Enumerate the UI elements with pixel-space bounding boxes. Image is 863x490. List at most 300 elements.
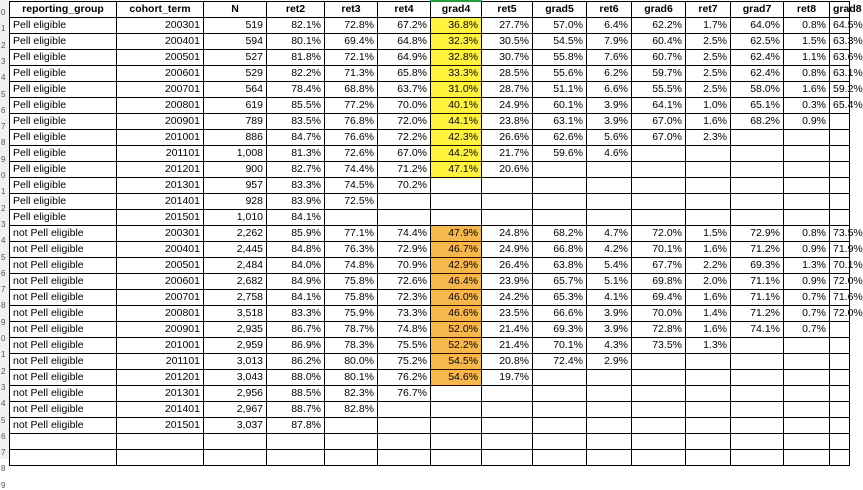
cell-grad8[interactable]	[830, 450, 850, 466]
cell-ret5[interactable]	[482, 194, 533, 210]
cell-cohort-term[interactable]: 200601	[117, 66, 204, 82]
cell-ret8[interactable]: 0.9%	[784, 114, 830, 130]
cell-grad7[interactable]	[731, 194, 784, 210]
cell-ret5[interactable]: 19.7%	[482, 370, 533, 386]
cell-ret7[interactable]	[686, 450, 731, 466]
cell-reporting-group[interactable]: Pell eligible	[10, 50, 117, 66]
cell-grad5[interactable]	[533, 434, 587, 450]
cell-cohort-term[interactable]: 200801	[117, 98, 204, 114]
cell-grad4[interactable]: 47.9%	[431, 226, 482, 242]
cell-N[interactable]: 886	[204, 130, 267, 146]
cell-grad6[interactable]: 72.8%	[632, 322, 686, 338]
cell-grad4[interactable]: 46.4%	[431, 274, 482, 290]
cell-ret3[interactable]	[325, 418, 378, 434]
cell-grad5[interactable]	[533, 402, 587, 418]
cell-reporting-group[interactable]: not Pell eligible	[10, 322, 117, 338]
cell-grad5[interactable]: 72.4%	[533, 354, 587, 370]
column-header-grad8[interactable]: grad8	[830, 1, 850, 18]
cell-ret4[interactable]: 75.5%	[378, 338, 431, 354]
cell-ret4[interactable]: 65.8%	[378, 66, 431, 82]
cell-ret2[interactable]: 80.1%	[267, 34, 325, 50]
cell-reporting-group[interactable]: not Pell eligible	[10, 402, 117, 418]
cell-grad6[interactable]	[632, 162, 686, 178]
cell-grad8[interactable]	[830, 146, 850, 162]
cell-ret7[interactable]: 2.5%	[686, 82, 731, 98]
cell-grad4[interactable]: 33.3%	[431, 66, 482, 82]
cell-reporting-group[interactable]: Pell eligible	[10, 82, 117, 98]
cell-ret5[interactable]: 27.7%	[482, 18, 533, 34]
cell-ret6[interactable]	[587, 194, 632, 210]
cell-reporting-group[interactable]	[10, 450, 117, 466]
cell-N[interactable]: 3,013	[204, 354, 267, 370]
cell-grad4[interactable]: 54.5%	[431, 354, 482, 370]
column-header-grad4[interactable]: grad4	[431, 1, 482, 18]
cell-N[interactable]: 1,010	[204, 210, 267, 226]
cell-ret6[interactable]: 7.9%	[587, 34, 632, 50]
cell-ret2[interactable]: 86.9%	[267, 338, 325, 354]
cell-ret6[interactable]	[587, 162, 632, 178]
cell-grad4[interactable]	[431, 210, 482, 226]
cell-grad5[interactable]: 69.3%	[533, 322, 587, 338]
cell-ret5[interactable]: 26.6%	[482, 130, 533, 146]
cell-ret8[interactable]: 0.8%	[784, 226, 830, 242]
cell-N[interactable]: 3,518	[204, 306, 267, 322]
cell-ret3[interactable]: 74.8%	[325, 258, 378, 274]
cell-cohort-term[interactable]: 201101	[117, 354, 204, 370]
row-number[interactable]: 3	[1, 56, 6, 66]
cell-N[interactable]: 1,008	[204, 146, 267, 162]
cell-N[interactable]: 2,262	[204, 226, 267, 242]
cell-grad6[interactable]: 69.4%	[632, 290, 686, 306]
row-number[interactable]: 8	[1, 138, 6, 148]
column-header-ret7[interactable]: ret7	[686, 1, 731, 18]
cell-grad5[interactable]	[533, 178, 587, 194]
cell-ret8[interactable]	[784, 434, 830, 450]
row-number[interactable]: 5	[1, 252, 6, 262]
cell-ret8[interactable]: 0.8%	[784, 18, 830, 34]
cell-grad7[interactable]: 62.5%	[731, 34, 784, 50]
cell-ret7[interactable]: 1.6%	[686, 290, 731, 306]
cell-grad5[interactable]	[533, 370, 587, 386]
cell-ret3[interactable]: 68.8%	[325, 82, 378, 98]
cell-ret5[interactable]: 23.5%	[482, 306, 533, 322]
cell-cohort-term[interactable]: 200501	[117, 50, 204, 66]
cell-grad5[interactable]	[533, 194, 587, 210]
cell-grad6[interactable]	[632, 450, 686, 466]
cell-ret8[interactable]	[784, 418, 830, 434]
row-number[interactable]: 1	[1, 350, 6, 360]
cell-grad8[interactable]	[830, 402, 850, 418]
cell-ret2[interactable]: 85.5%	[267, 98, 325, 114]
cell-grad8[interactable]	[830, 194, 850, 210]
cell-ret8[interactable]: 0.3%	[784, 98, 830, 114]
cell-ret2[interactable]: 86.7%	[267, 322, 325, 338]
cell-ret4[interactable]: 70.0%	[378, 98, 431, 114]
cell-ret4[interactable]: 74.8%	[378, 322, 431, 338]
column-header-reporting-group[interactable]: reporting_group	[10, 1, 117, 18]
cell-ret3[interactable]	[325, 450, 378, 466]
cell-ret2[interactable]: 82.1%	[267, 18, 325, 34]
cell-cohort-term[interactable]: 200801	[117, 306, 204, 322]
cell-ret6[interactable]	[587, 450, 632, 466]
cell-reporting-group[interactable]: not Pell eligible	[10, 354, 117, 370]
cell-ret2[interactable]: 87.8%	[267, 418, 325, 434]
row-number[interactable]: 1	[1, 187, 6, 197]
cell-cohort-term[interactable]: 201001	[117, 338, 204, 354]
cell-ret7[interactable]	[686, 418, 731, 434]
cell-N[interactable]: 594	[204, 34, 267, 50]
cell-N[interactable]: 928	[204, 194, 267, 210]
cell-N[interactable]: 2,445	[204, 242, 267, 258]
cell-reporting-group[interactable]: Pell eligible	[10, 210, 117, 226]
cell-ret8[interactable]: 0.9%	[784, 242, 830, 258]
cell-ret4[interactable]: 72.2%	[378, 130, 431, 146]
cell-cohort-term[interactable]: 201101	[117, 146, 204, 162]
cell-ret7[interactable]: 1.4%	[686, 306, 731, 322]
cell-grad7[interactable]: 64.0%	[731, 18, 784, 34]
cell-grad4[interactable]: 40.1%	[431, 98, 482, 114]
cell-N[interactable]: 789	[204, 114, 267, 130]
cell-ret2[interactable]: 86.2%	[267, 354, 325, 370]
cell-ret8[interactable]	[784, 178, 830, 194]
cell-N[interactable]: 900	[204, 162, 267, 178]
cell-grad6[interactable]: 60.7%	[632, 50, 686, 66]
cell-ret7[interactable]	[686, 402, 731, 418]
cell-reporting-group[interactable]: not Pell eligible	[10, 274, 117, 290]
cell-reporting-group[interactable]: not Pell eligible	[10, 306, 117, 322]
cell-ret5[interactable]: 24.9%	[482, 98, 533, 114]
cell-grad5[interactable]: 60.1%	[533, 98, 587, 114]
cell-ret7[interactable]: 1.6%	[686, 242, 731, 258]
cell-ret8[interactable]	[784, 210, 830, 226]
cell-ret5[interactable]: 21.4%	[482, 338, 533, 354]
cell-cohort-term[interactable]: 200401	[117, 34, 204, 50]
cell-N[interactable]: 619	[204, 98, 267, 114]
cell-ret7[interactable]	[686, 386, 731, 402]
cell-grad7[interactable]	[731, 210, 784, 226]
cell-ret8[interactable]	[784, 354, 830, 370]
cell-ret5[interactable]: 28.5%	[482, 66, 533, 82]
row-number[interactable]: 5	[1, 89, 6, 99]
cell-ret7[interactable]	[686, 194, 731, 210]
cell-grad7[interactable]	[731, 338, 784, 354]
cell-ret4[interactable]	[378, 450, 431, 466]
cell-ret5[interactable]: 30.5%	[482, 34, 533, 50]
cell-grad6[interactable]	[632, 354, 686, 370]
cell-grad8[interactable]	[830, 338, 850, 354]
cell-ret4[interactable]: 64.8%	[378, 34, 431, 50]
cell-ret6[interactable]: 3.9%	[587, 322, 632, 338]
cell-ret6[interactable]	[587, 418, 632, 434]
cell-grad8[interactable]: 64.5%	[830, 18, 850, 34]
cell-grad4[interactable]: 32.8%	[431, 50, 482, 66]
row-number[interactable]: 6	[1, 268, 6, 278]
cell-ret7[interactable]: 1.0%	[686, 98, 731, 114]
cell-grad7[interactable]: 71.2%	[731, 306, 784, 322]
cell-grad8[interactable]: 73.5%	[830, 226, 850, 242]
cell-cohort-term[interactable]: 200901	[117, 114, 204, 130]
cell-grad8[interactable]	[830, 162, 850, 178]
cell-grad5[interactable]	[533, 162, 587, 178]
column-header-grad6[interactable]: grad6	[632, 1, 686, 18]
cell-ret8[interactable]: 0.7%	[784, 306, 830, 322]
cell-cohort-term[interactable]: 200401	[117, 242, 204, 258]
cell-ret2[interactable]: 78.4%	[267, 82, 325, 98]
cell-grad6[interactable]: 67.7%	[632, 258, 686, 274]
cell-ret5[interactable]	[482, 418, 533, 434]
cell-ret2[interactable]: 83.9%	[267, 194, 325, 210]
cell-reporting-group[interactable]: Pell eligible	[10, 114, 117, 130]
cell-N[interactable]: 3,043	[204, 370, 267, 386]
cell-grad6[interactable]	[632, 386, 686, 402]
cell-grad4[interactable]: 36.8%	[431, 18, 482, 34]
cell-cohort-term[interactable]: 201501	[117, 418, 204, 434]
cell-grad6[interactable]: 67.0%	[632, 114, 686, 130]
cell-N[interactable]: 2,956	[204, 386, 267, 402]
cell-grad6[interactable]	[632, 402, 686, 418]
cell-ret7[interactable]: 1.6%	[686, 114, 731, 130]
cell-grad6[interactable]: 67.0%	[632, 130, 686, 146]
cell-cohort-term[interactable]	[117, 434, 204, 450]
cell-grad8[interactable]: 70.1%	[830, 258, 850, 274]
cell-grad4[interactable]: 46.6%	[431, 306, 482, 322]
column-header-ret3[interactable]: ret3	[325, 1, 378, 18]
cell-cohort-term[interactable]: 200501	[117, 258, 204, 274]
cell-reporting-group[interactable]: Pell eligible	[10, 98, 117, 114]
cell-ret4[interactable]: 72.0%	[378, 114, 431, 130]
cell-ret2[interactable]: 84.0%	[267, 258, 325, 274]
cell-ret2[interactable]: 84.7%	[267, 130, 325, 146]
row-number[interactable]: 0	[1, 171, 6, 180]
cell-ret8[interactable]	[784, 402, 830, 418]
cell-grad7[interactable]	[731, 386, 784, 402]
cell-grad7[interactable]	[731, 450, 784, 466]
cell-N[interactable]: 519	[204, 18, 267, 34]
cell-ret4[interactable]: 72.9%	[378, 242, 431, 258]
cell-cohort-term[interactable]: 201301	[117, 178, 204, 194]
cell-cohort-term[interactable]: 200301	[117, 18, 204, 34]
cell-grad8[interactable]	[830, 370, 850, 386]
column-header-ret2[interactable]: ret2	[267, 1, 325, 18]
cell-cohort-term[interactable]: 201401	[117, 194, 204, 210]
cell-grad7[interactable]: 72.9%	[731, 226, 784, 242]
cell-ret3[interactable]: 76.8%	[325, 114, 378, 130]
cell-grad8[interactable]: 59.2%	[830, 82, 850, 98]
cell-grad8[interactable]	[830, 386, 850, 402]
row-number[interactable]: 2	[1, 40, 6, 50]
cell-ret4[interactable]: 72.3%	[378, 290, 431, 306]
cell-grad7[interactable]: 71.1%	[731, 274, 784, 290]
cell-grad6[interactable]	[632, 434, 686, 450]
cell-ret3[interactable]: 75.9%	[325, 306, 378, 322]
cell-N[interactable]: 957	[204, 178, 267, 194]
cell-ret7[interactable]	[686, 370, 731, 386]
cell-ret2[interactable]: 84.1%	[267, 210, 325, 226]
cell-grad5[interactable]	[533, 386, 587, 402]
cell-ret3[interactable]: 78.7%	[325, 322, 378, 338]
cell-grad4[interactable]	[431, 386, 482, 402]
cell-N[interactable]	[204, 434, 267, 450]
cell-ret6[interactable]: 4.3%	[587, 338, 632, 354]
row-number[interactable]: 7	[1, 285, 6, 295]
cell-reporting-group[interactable]: not Pell eligible	[10, 226, 117, 242]
cell-ret2[interactable]: 83.3%	[267, 306, 325, 322]
cell-grad7[interactable]: 65.1%	[731, 98, 784, 114]
cell-cohort-term[interactable]: 200901	[117, 322, 204, 338]
cell-ret7[interactable]: 2.0%	[686, 274, 731, 290]
cell-grad6[interactable]: 59.7%	[632, 66, 686, 82]
cell-ret6[interactable]: 6.4%	[587, 18, 632, 34]
cell-ret8[interactable]: 0.9%	[784, 274, 830, 290]
cell-reporting-group[interactable]: not Pell eligible	[10, 338, 117, 354]
cell-grad5[interactable]	[533, 418, 587, 434]
cell-ret2[interactable]: 83.3%	[267, 178, 325, 194]
cell-reporting-group[interactable]: not Pell eligible	[10, 418, 117, 434]
cell-ret6[interactable]: 6.2%	[587, 66, 632, 82]
cell-ret3[interactable]: 76.6%	[325, 130, 378, 146]
cell-grad8[interactable]	[830, 322, 850, 338]
cell-ret2[interactable]: 81.8%	[267, 50, 325, 66]
cell-ret8[interactable]: 1.3%	[784, 258, 830, 274]
cell-ret2[interactable]: 84.1%	[267, 290, 325, 306]
cell-reporting-group[interactable]: Pell eligible	[10, 34, 117, 50]
cell-grad4[interactable]: 46.0%	[431, 290, 482, 306]
cell-grad8[interactable]: 63.6%	[830, 50, 850, 66]
cell-N[interactable]: 2,758	[204, 290, 267, 306]
cell-ret6[interactable]: 4.6%	[587, 146, 632, 162]
cell-ret4[interactable]: 75.2%	[378, 354, 431, 370]
cell-ret5[interactable]	[482, 210, 533, 226]
cell-ret4[interactable]: 76.2%	[378, 370, 431, 386]
cell-grad5[interactable]: 59.6%	[533, 146, 587, 162]
cell-grad7[interactable]	[731, 370, 784, 386]
cell-grad7[interactable]	[731, 354, 784, 370]
cell-ret8[interactable]: 1.5%	[784, 34, 830, 50]
cell-ret2[interactable]	[267, 434, 325, 450]
cell-grad5[interactable]: 70.1%	[533, 338, 587, 354]
cell-ret4[interactable]	[378, 402, 431, 418]
cell-grad8[interactable]	[830, 418, 850, 434]
cell-grad4[interactable]: 52.2%	[431, 338, 482, 354]
cell-grad8[interactable]: 71.9%	[830, 242, 850, 258]
cell-grad5[interactable]: 65.3%	[533, 290, 587, 306]
cell-grad8[interactable]: 72.0%	[830, 306, 850, 322]
cell-reporting-group[interactable]: Pell eligible	[10, 66, 117, 82]
cell-grad4[interactable]	[431, 418, 482, 434]
cell-ret5[interactable]: 24.8%	[482, 226, 533, 242]
cell-ret5[interactable]	[482, 402, 533, 418]
cell-grad8[interactable]	[830, 178, 850, 194]
row-number[interactable]: 8	[1, 301, 6, 311]
cell-ret8[interactable]	[784, 162, 830, 178]
cell-ret8[interactable]: 0.7%	[784, 322, 830, 338]
cell-ret8[interactable]: 0.7%	[784, 290, 830, 306]
cell-grad6[interactable]: 69.8%	[632, 274, 686, 290]
cell-ret2[interactable]	[267, 450, 325, 466]
cell-cohort-term[interactable]: 201501	[117, 210, 204, 226]
cell-N[interactable]: 2,484	[204, 258, 267, 274]
cell-ret3[interactable]: 76.3%	[325, 242, 378, 258]
row-number[interactable]: 4	[1, 236, 6, 246]
cell-grad6[interactable]	[632, 418, 686, 434]
cell-N[interactable]	[204, 450, 267, 466]
cell-grad7[interactable]: 71.1%	[731, 290, 784, 306]
spreadsheet-grid[interactable]	[9, 0, 863, 466]
cell-grad4[interactable]: 44.2%	[431, 146, 482, 162]
row-number[interactable]: 2	[1, 203, 6, 213]
cell-grad4[interactable]	[431, 402, 482, 418]
cell-ret4[interactable]: 67.2%	[378, 18, 431, 34]
cell-grad7[interactable]: 58.0%	[731, 82, 784, 98]
cell-ret8[interactable]	[784, 194, 830, 210]
cell-grad6[interactable]: 70.0%	[632, 306, 686, 322]
cell-ret7[interactable]: 2.5%	[686, 34, 731, 50]
cell-grad7[interactable]: 71.2%	[731, 242, 784, 258]
cell-ret3[interactable]: 72.5%	[325, 194, 378, 210]
cell-reporting-group[interactable]: Pell eligible	[10, 162, 117, 178]
cell-ret7[interactable]: 1.7%	[686, 18, 731, 34]
cell-grad7[interactable]	[731, 162, 784, 178]
cell-ret6[interactable]: 5.1%	[587, 274, 632, 290]
cell-cohort-term[interactable]: 201201	[117, 370, 204, 386]
cell-N[interactable]: 3,037	[204, 418, 267, 434]
cell-reporting-group[interactable]: Pell eligible	[10, 130, 117, 146]
cell-ret6[interactable]: 5.6%	[587, 130, 632, 146]
cell-ret2[interactable]: 84.9%	[267, 274, 325, 290]
cell-grad6[interactable]	[632, 370, 686, 386]
column-header-ret6[interactable]: ret6	[587, 1, 632, 18]
cell-ret6[interactable]: 3.9%	[587, 306, 632, 322]
cell-ret6[interactable]: 4.1%	[587, 290, 632, 306]
cell-grad4[interactable]	[431, 194, 482, 210]
cell-ret3[interactable]: 80.0%	[325, 354, 378, 370]
cell-ret4[interactable]: 74.4%	[378, 226, 431, 242]
cell-grad4[interactable]: 46.7%	[431, 242, 482, 258]
column-header-ret4[interactable]: ret4	[378, 1, 431, 18]
cell-grad5[interactable]: 66.6%	[533, 306, 587, 322]
cell-ret3[interactable]: 75.8%	[325, 290, 378, 306]
row-number[interactable]: 0	[1, 334, 6, 343]
row-number[interactable]: 0	[1, 8, 6, 17]
cell-reporting-group[interactable]: Pell eligible	[10, 194, 117, 210]
cell-grad4[interactable]: 54.6%	[431, 370, 482, 386]
cell-ret2[interactable]: 82.7%	[267, 162, 325, 178]
cell-ret7[interactable]	[686, 354, 731, 370]
cell-grad8[interactable]: 65.4%	[830, 98, 850, 114]
cell-ret3[interactable]: 72.8%	[325, 18, 378, 34]
cell-ret4[interactable]: 71.2%	[378, 162, 431, 178]
cell-ret3[interactable]	[325, 434, 378, 450]
cell-reporting-group[interactable]: not Pell eligible	[10, 242, 117, 258]
cell-grad7[interactable]: 62.4%	[731, 66, 784, 82]
cell-ret6[interactable]	[587, 402, 632, 418]
cell-ret3[interactable]: 74.4%	[325, 162, 378, 178]
cell-ret3[interactable]: 77.1%	[325, 226, 378, 242]
cell-ret6[interactable]: 7.6%	[587, 50, 632, 66]
cell-grad4[interactable]	[431, 450, 482, 466]
cell-ret2[interactable]: 85.9%	[267, 226, 325, 242]
cell-ret5[interactable]: 20.6%	[482, 162, 533, 178]
cell-reporting-group[interactable]: Pell eligible	[10, 146, 117, 162]
cell-ret6[interactable]: 6.6%	[587, 82, 632, 98]
cell-ret5[interactable]: 24.2%	[482, 290, 533, 306]
cell-ret7[interactable]	[686, 210, 731, 226]
cell-grad5[interactable]	[533, 450, 587, 466]
cell-grad8[interactable]: 63.3%	[830, 34, 850, 50]
cell-grad6[interactable]: 60.4%	[632, 34, 686, 50]
cell-grad8[interactable]	[830, 354, 850, 370]
cell-ret4[interactable]: 73.3%	[378, 306, 431, 322]
